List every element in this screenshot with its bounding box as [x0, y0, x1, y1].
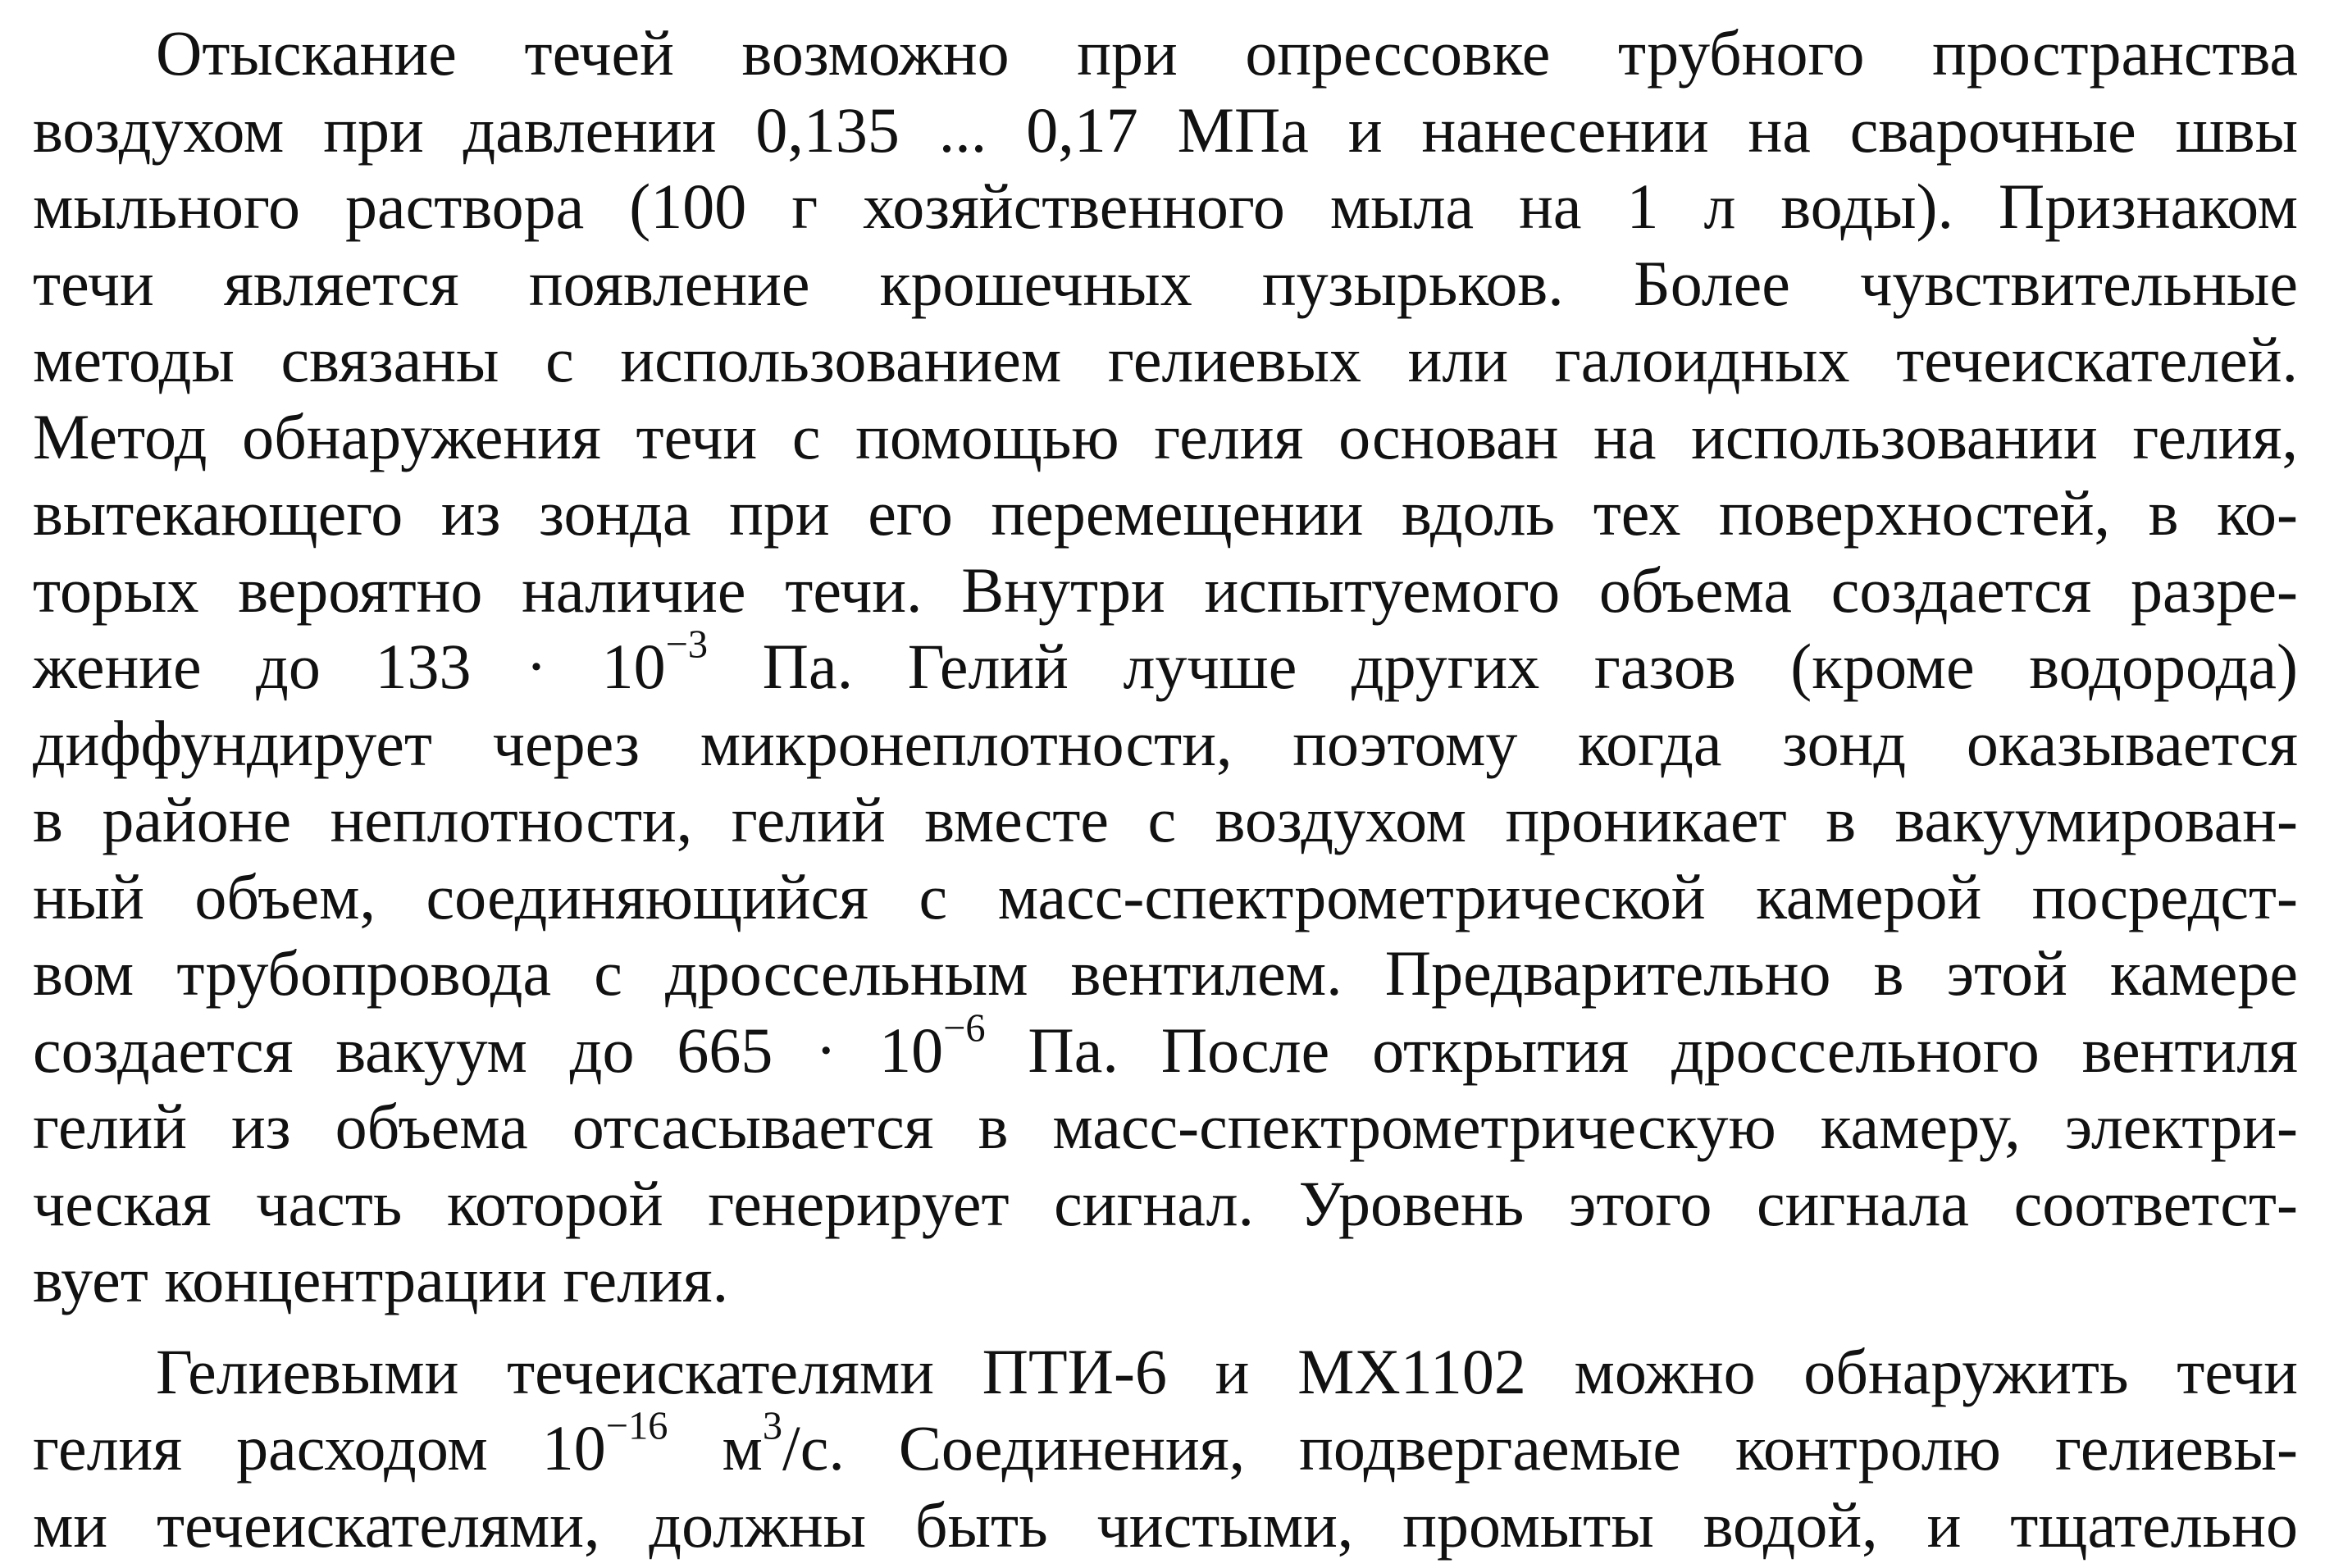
text-line: диффундирует через микронеплотности, поэтому когда зонд оказывается — [33, 707, 2298, 779]
text-line: течи является появление крошечных пузырьков. Более чувствительные — [33, 247, 2298, 319]
text-segment: м — [668, 1412, 763, 1484]
text-line: ный объем, соединяющийся с масс-спектрометрической камерой посредст- — [33, 860, 2298, 932]
text-line: в районе неплотности, гелий вместе с воздухом проникает в вакуумирован- — [33, 784, 2298, 855]
text-line: вытекающего из зонда при его перемещении вдоль тех поверхностей, в ко- — [33, 477, 2298, 549]
exponent: −16 — [605, 1404, 668, 1448]
text-line — [33, 1005, 2298, 1089]
text-line — [33, 1404, 2299, 1487]
text-line: ми течеискателями, должны быть чистыми, промыты водой, и тщательно — [33, 1488, 2298, 1561]
text-segment: Па. После открытия дроссельного вентиля — [985, 1014, 2298, 1086]
text-segment: Па. Гелий лучше других газов (кроме водорода) — [708, 631, 2298, 702]
text-line: воздухом при давлении 0,135 ... 0,17 МПа и нанесении на сварочные швы — [33, 93, 2298, 166]
text-line: вом трубопровода с дроссельным вентилем. Предварительно в этой камере — [33, 937, 2298, 1009]
text-segment: /с. Соединения, подвергаемые контролю гелиевы- — [782, 1412, 2299, 1484]
text-line: Гелиевыми течеискателями ПТИ-6 и МХ1102 можно обнаружить течи — [156, 1335, 2298, 1407]
text-line: мыльного раствора (100 г хозяйственного мыла на 1 л воды). Признаком — [33, 171, 2298, 242]
paragraph-2 — [33, 1333, 2298, 1564]
exponent: 3 — [762, 1404, 783, 1448]
text-segment: гелия расходом 10 — [33, 1412, 606, 1484]
document-page — [33, 15, 2299, 1561]
text-line: Отыскание течей возможно при опрессовке трубного пространства — [156, 17, 2298, 89]
text-line: вует концентрации гелия. — [33, 1244, 729, 1315]
paragraph-1 — [33, 15, 2298, 1319]
exponent: −6 — [943, 1005, 986, 1050]
text-segment: создается вакуум до 665 · 10 — [33, 1014, 944, 1086]
text-line — [33, 622, 2298, 705]
text-line: методы связаны с использованием гелиевых или галоидных течеискателей. — [33, 324, 2298, 395]
text-line: ческая часть которой генерирует сигнал. Уровень этого сигнала соответст- — [33, 1167, 2298, 1239]
text-line: Метод обнаружения течи с помощью гелия основан на использовании гелия, — [33, 400, 2298, 472]
text-segment: жение до 133 · 10 — [33, 631, 666, 702]
text-line: гелий из объема отсасывается в масс-спектрометрическую камеру, электри- — [33, 1091, 2298, 1162]
text-line: торых вероятно наличие течи. Внутри испытуемого объема создается разре- — [33, 554, 2298, 626]
exponent: −3 — [665, 622, 709, 667]
paragraph-gap — [33, 1319, 2298, 1333]
